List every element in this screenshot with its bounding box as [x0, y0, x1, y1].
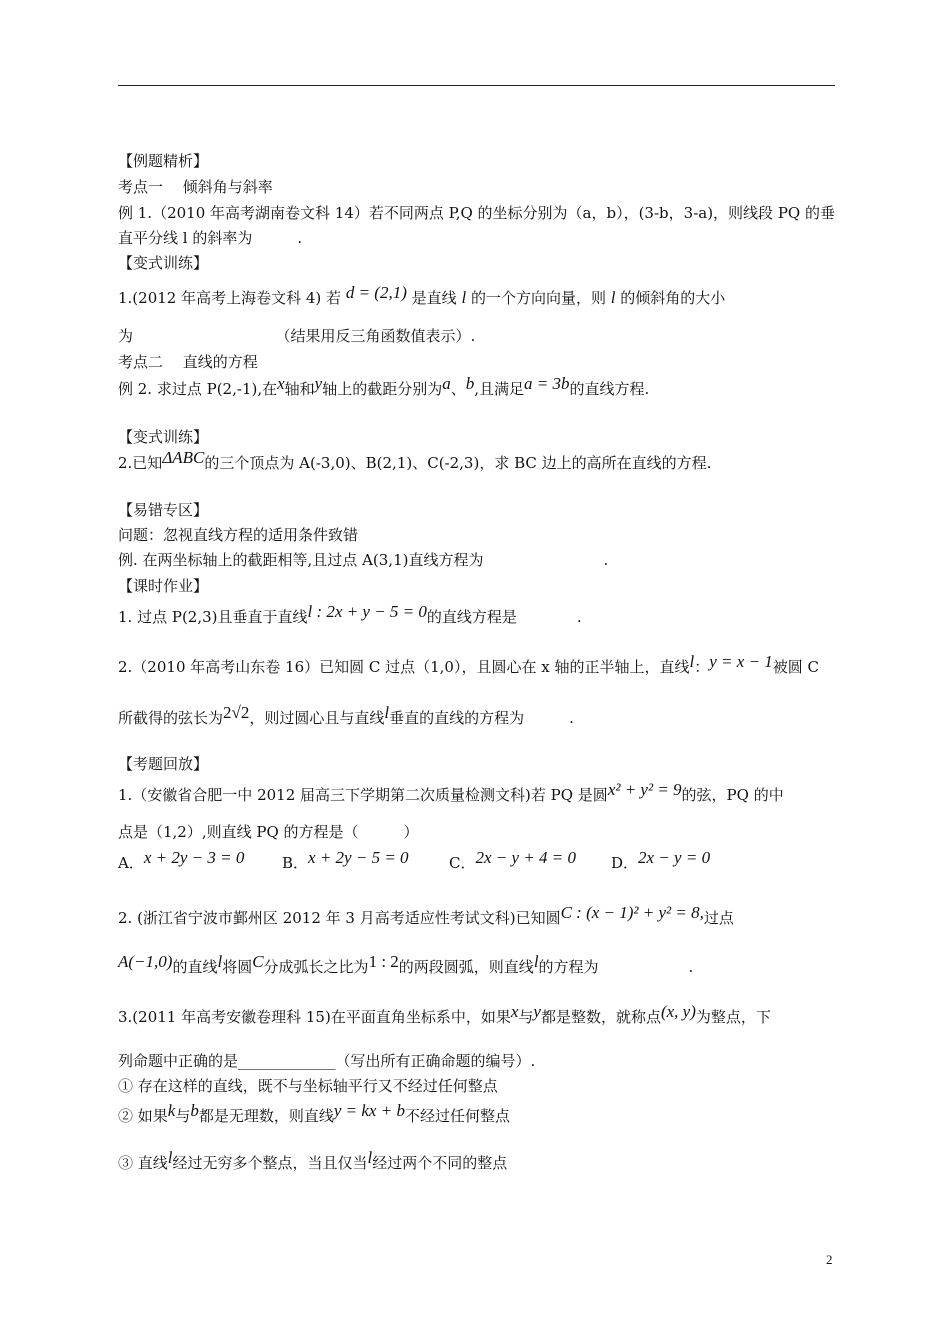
math-l: l: [533, 952, 539, 971]
review-1-line-2: 点是（1,2）,则直线 PQ 的方程是（ ）: [118, 823, 419, 841]
text: ③ 直线: [118, 1154, 168, 1172]
point-a: A(−1,0): [118, 952, 173, 971]
math-l: l: [167, 1148, 173, 1167]
text: 的直线: [172, 958, 218, 976]
text: 垂直的直线的方程为 .: [389, 709, 574, 727]
math-l: l: [689, 652, 695, 671]
text: 为整点，下: [695, 1008, 771, 1026]
math-y: y: [533, 1002, 541, 1021]
option-c: [449, 848, 576, 873]
equation-a-3b: a = 3b: [524, 374, 570, 393]
text: 过点: [703, 909, 734, 927]
option-label: D．: [611, 854, 639, 872]
variant-1-line-1: [118, 283, 726, 308]
text: 3.(2011 年高考安徽卷理科 15)在平面直角坐标系中，如果: [118, 1008, 511, 1026]
review-2-line-1: [118, 903, 734, 928]
section-heading-variant-2: 【变式训练】: [118, 428, 209, 446]
text: 1. 过点 P(2,3)且垂直于直线: [118, 608, 308, 626]
topic-heading-2: 考点二 直线的方程: [118, 353, 258, 371]
text: 轴和: [284, 380, 315, 398]
text: 被圆 C: [772, 658, 820, 676]
option-label: C．: [449, 854, 476, 872]
statement-2: [118, 1101, 510, 1126]
page-number: 2: [826, 1252, 833, 1267]
circle-equation: x² + y² = 9: [607, 780, 682, 799]
text: ,且满足: [474, 380, 525, 398]
text: 的一个方向向量，则: [470, 289, 606, 307]
math-c: C: [252, 952, 264, 971]
option-label: A．: [118, 854, 144, 872]
text: 所截得的弦长为: [118, 709, 224, 727]
line-equation: y = kx + b: [333, 1101, 405, 1120]
text: 1.（安徽省合肥一中 2012 届高三下学期第二次质量检测文科)若 PQ 是圆: [118, 786, 608, 804]
review-3-line-1: [118, 1002, 771, 1027]
variant-1-line-2: 为 （结果用反三角函数值表示）.: [118, 327, 476, 345]
text: 轴上的截距分别为: [322, 380, 443, 398]
text: 的两段圆弧，则直线: [398, 958, 534, 976]
circle-c-equation: C : (x − 1)² + y² = 8,: [560, 903, 704, 922]
example-2-line: [118, 374, 650, 399]
math-l: l: [217, 952, 223, 971]
statement-3: [118, 1148, 508, 1173]
example-1-line-1: 例 1.（2010 年高考湖南卷文科 14）若不同两点 P,Q 的坐标分别为（a，b），(3-b，3-a)，则线段 PQ 的垂: [118, 204, 835, 222]
text: 与: [518, 1008, 534, 1026]
direction-vector: d = (2,1): [345, 283, 407, 302]
text: 经过两个不同的整点: [372, 1154, 508, 1172]
math-b: b: [465, 374, 475, 393]
text: 不经过任何整点: [404, 1107, 510, 1125]
text: 的弦，PQ 的中: [681, 786, 784, 804]
review-1-line-1: [118, 780, 784, 805]
homework-2-line-1: [118, 652, 820, 677]
section-heading-variant-1: 【变式训练】: [118, 254, 209, 272]
text: 的三个顶点为 A(-3,0)、B(2,1)、C(-2,3)，求 BC 边上的高所在直线的方程.: [204, 454, 712, 472]
error-example: 例. 在两坐标轴上的截距相等,且过点 A(3,1)直线方程为 .: [118, 551, 609, 569]
math-l: l: [610, 288, 616, 307]
option-label: B．: [282, 854, 309, 872]
math-x: x: [277, 374, 285, 393]
math-y: y: [314, 374, 323, 393]
text: 都是无理数，则直线: [198, 1107, 334, 1125]
text: 都是整数，就称点: [540, 1008, 661, 1026]
math-b: b: [190, 1101, 199, 1120]
math-a: a: [442, 374, 451, 393]
option-equation: x + 2y − 3 = 0: [143, 848, 245, 867]
math-l: l: [384, 703, 390, 722]
example-1-line-2: 直平分线 l 的斜率为 .: [118, 229, 303, 247]
line-l-equation: l : 2x + y − 5 = 0: [307, 602, 427, 621]
text: ：: [694, 658, 710, 676]
section-heading-errors: 【易错专区】: [118, 501, 209, 519]
text: 的直线方程.: [569, 380, 650, 398]
triangle-abc: ΔABC: [162, 448, 205, 467]
option-d: [611, 848, 711, 873]
chord-length: 2√2: [223, 703, 250, 722]
text: 的倾斜角的大小: [620, 289, 726, 307]
text: 是直线: [411, 289, 457, 307]
line-equation: y = x − 1: [709, 652, 773, 671]
text: 例 2. 求过点 P(2,-1),在: [118, 380, 278, 398]
option-equation: 2x − y = 0: [638, 848, 711, 867]
math-x: x: [510, 1002, 519, 1021]
text: 1.(2012 年高考上海卷文科 4) 若: [118, 289, 342, 307]
text: ② 如果: [118, 1107, 168, 1125]
math-l: l: [367, 1148, 373, 1167]
topic-heading-1: 考点一 倾斜角与斜率: [118, 178, 273, 196]
text: 分成弧长之比为: [263, 958, 369, 976]
statement-1: ① 存在这样的直线，既不与坐标轴平行又不经过任何整点: [118, 1077, 498, 1095]
point-xy: (x, y): [660, 1002, 696, 1021]
homework-2-line-2: [118, 703, 574, 728]
text: 将圆: [222, 958, 253, 976]
text: 、: [450, 380, 466, 398]
option-a: [118, 848, 245, 873]
math-k: k: [167, 1101, 176, 1120]
variant-2-line: [118, 448, 712, 473]
review-3-line-2: 列命题中正确的是_____________（写出所有正确命题的编号）.: [118, 1052, 536, 1070]
text: 的直线方程是 .: [426, 608, 582, 626]
arc-ratio: 1 : 2: [368, 952, 399, 971]
text: 2.（2010 年高考山东卷 16）已知圆 C 过点（1,0），且圆心在 x 轴的正半轴上，直线: [118, 658, 690, 676]
section-heading-homework: 【课时作业】: [118, 577, 209, 595]
error-question: 问题：忽视直线方程的适用条件致错: [118, 526, 359, 544]
text: 2. (浙江省宁波市鄞州区 2012 年 3 月高考适应性考试文科)已知圆: [118, 909, 561, 927]
math-l: l: [461, 288, 467, 307]
option-equation: x + 2y − 5 = 0: [308, 848, 409, 867]
text: 经过无穷多个整点，当且仅当: [172, 1154, 368, 1172]
option-b: [282, 848, 409, 873]
section-heading-examples: 【例题精析】: [118, 152, 209, 170]
text: 与: [175, 1107, 191, 1125]
header-rule: [118, 85, 835, 86]
text: 2.已知: [118, 454, 163, 472]
option-equation: 2x − y + 4 = 0: [475, 848, 576, 867]
text: 的方程为 .: [538, 958, 694, 976]
review-2-line-2: [118, 952, 694, 977]
homework-1-line: [118, 602, 582, 627]
text: ，则过圆心且与直线: [249, 709, 385, 727]
section-heading-review: 【考题回放】: [118, 755, 209, 773]
